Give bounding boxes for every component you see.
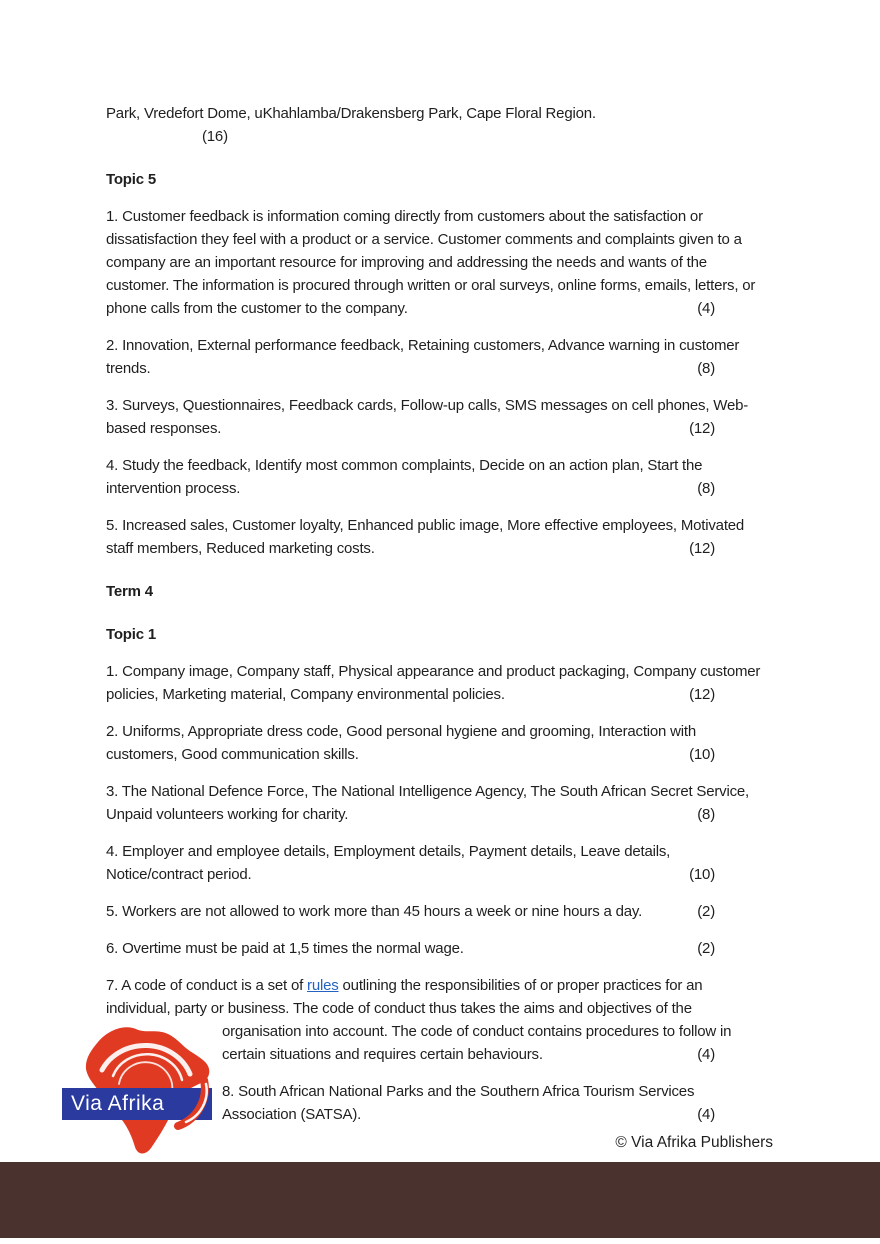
topic1-item-3 <box>106 780 770 826</box>
mark-badge: (8) <box>697 480 715 497</box>
item-text: 5. Workers are not allowed to work more than 45 hours a week or nine hours a day. <box>106 903 643 920</box>
topic1-item-5 <box>106 900 770 923</box>
via-afrika-logo-text: Via Afrika <box>71 1092 165 1115</box>
copyright-line: © Via Afrika Publishers <box>615 1134 773 1151</box>
item-text: 8. South African National Parks and the Southern Africa Tourism Services Association (SATSA). <box>222 1083 695 1123</box>
footer-bar <box>0 1162 880 1238</box>
topic1-item-4 <box>106 840 770 886</box>
mark-badge: (4) <box>697 1046 715 1063</box>
topic1-item-2 <box>106 720 770 766</box>
mark-badge: (12) <box>689 686 715 703</box>
item-text: 3. Surveys, Questionnaires, Feedback cards, Follow-up calls, SMS messages on cell phones, Web-based responses. <box>106 397 749 437</box>
brush-swirl-icon <box>58 1022 213 1157</box>
topic1-item-1 <box>106 660 770 706</box>
mark-badge: (10) <box>689 866 715 883</box>
topic5-item-2 <box>106 334 770 380</box>
topic5-item-1 <box>106 205 770 320</box>
document-content <box>106 102 770 1126</box>
item-text-full-width <box>106 974 770 1020</box>
heading-topic-1: Topic 1 <box>106 626 156 643</box>
item-text: 7. A code of conduct is a set of <box>106 977 308 994</box>
mark-badge: (4) <box>697 1106 715 1123</box>
item-text: 4. Employer and employee details, Employment details, Payment details, Leave details, Notice/contract period. <box>106 843 671 883</box>
mark-badge: (8) <box>697 806 715 823</box>
item-text: 2. Uniforms, Appropriate dress code, Good personal hygiene and grooming, Interaction with customers, Good communication skills. <box>106 723 697 763</box>
via-afrika-logo <box>58 1022 213 1157</box>
topic5-item-4 <box>106 454 770 500</box>
item-text: 4. Study the feedback, Identify most common complaints, Decide on an action plan, Start the intervention process. <box>106 457 703 497</box>
item-text: 1. Customer feedback is information coming directly from customers about the satisfaction or dissatisfaction they feel with a product or a service. Customer comments and complaints given to a company are an important resource for improving and addressing the needs and wants of the customer. The information is procured through written or oral surveys, online forms, emails, letters, or phone calls from the customer to the company. <box>106 208 756 317</box>
intro-mark: (16) <box>202 128 228 145</box>
topic1-item-6 <box>106 937 770 960</box>
mark-badge: (2) <box>697 940 715 957</box>
item-text: 2. Innovation, External performance feedback, Retaining customers, Advance warning in customer trends. <box>106 337 740 377</box>
item-text: organisation into account. The code of conduct contains procedures to follow in certain situations and requires certain behaviours. <box>222 1023 732 1063</box>
item-text: 1. Company image, Company staff, Physical appearance and product packaging, Company customer policies, Marketing material, Company environmental policies. <box>106 663 761 703</box>
heading-topic-5: Topic 5 <box>106 171 156 188</box>
mark-badge: (8) <box>697 360 715 377</box>
mark-badge: (12) <box>689 420 715 437</box>
topic5-item-5 <box>106 514 770 560</box>
item-text: 6. Overtime must be paid at 1,5 times the normal wage. <box>106 940 464 957</box>
mark-badge: (4) <box>697 300 715 317</box>
topic5-item-3 <box>106 394 770 440</box>
item-text: 3. The National Defence Force, The National Intelligence Agency, The South African Secret Service, Unpaid volunteers working for charity. <box>106 783 750 823</box>
item-text: 5. Increased sales, Customer loyalty, Enhanced public image, More effective employees, Motivated staff members, Reduced marketing costs. <box>106 517 745 557</box>
intro-paragraph: Park, Vredefort Dome, uKhahlamba/Drakensberg Park, Cape Floral Region. <box>106 105 596 122</box>
item-text: outlining the responsibilities of or proper practices for an individual, party or business. The code of conduct thus takes the aims and objectives of the <box>106 977 703 1017</box>
heading-term-4: Term 4 <box>106 583 153 600</box>
mark-badge: (12) <box>689 540 715 557</box>
topic1-item-8 <box>222 1080 770 1126</box>
mark-badge: (10) <box>689 746 715 763</box>
rules-link[interactable]: rules <box>307 977 339 994</box>
item-text-wrapped-around-logo <box>222 1020 770 1066</box>
mark-badge: (2) <box>697 903 715 920</box>
